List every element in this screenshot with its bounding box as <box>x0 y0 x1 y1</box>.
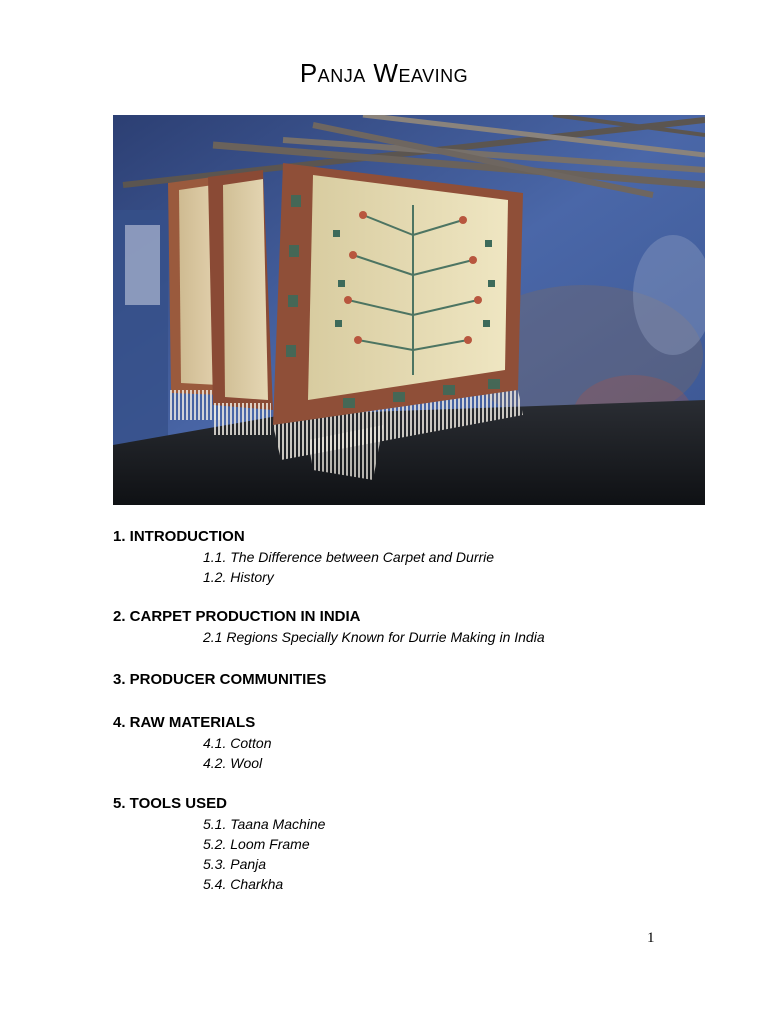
toc-section <box>113 713 272 773</box>
toc-subsection: 5.2. Loom Frame <box>203 836 310 852</box>
toc-section-title: 3. PRODUCER COMMUNITIES <box>113 671 327 688</box>
toc-subsection: 1.1. The Difference between Carpet and Durrie <box>203 549 495 565</box>
toc-section <box>113 670 326 690</box>
toc-subsection: 4.2. Wool <box>203 755 263 771</box>
toc-subsection: 2.1 Regions Specially Known for Durrie Making in India <box>203 629 545 645</box>
toc-section-title: 4. RAW MATERIALS <box>113 714 256 731</box>
toc-subsection: 5.1. Taana Machine <box>203 816 326 832</box>
page-number: 1 <box>647 930 655 946</box>
toc-subsection: 5.3. Panja <box>203 856 267 872</box>
toc-section <box>113 794 325 894</box>
toc-subsection: 5.4. Charkha <box>203 876 284 892</box>
toc-section <box>113 607 545 647</box>
toc-section-title: 2. CARPET PRODUCTION IN INDIA <box>113 608 361 625</box>
toc-section-title: 1. INTRODUCTION <box>113 528 245 545</box>
toc-subsection: 4.1. Cotton <box>203 735 272 751</box>
toc-section <box>113 527 494 587</box>
toc-section-title: 5. TOOLS USED <box>113 795 227 812</box>
hanging-durrie-rugs-photo <box>113 115 705 505</box>
toc-subsection: 1.2. History <box>203 569 274 585</box>
document-title: Panja Weaving <box>299 58 469 88</box>
